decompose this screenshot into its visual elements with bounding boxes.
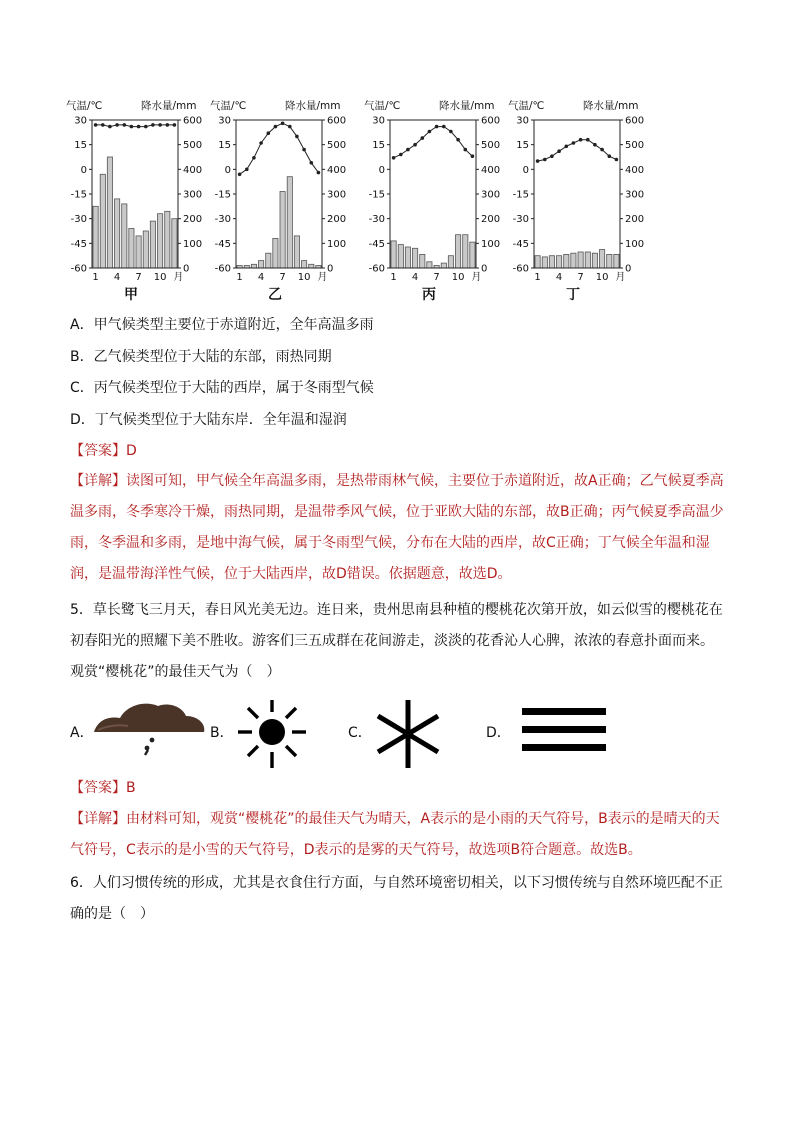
- x-tick-label: 月: [317, 272, 328, 283]
- temp-point: [317, 171, 321, 175]
- x-tick-label: 7: [577, 272, 584, 283]
- temp-tick-label: -30: [512, 214, 529, 226]
- temp-point: [302, 148, 306, 152]
- temp-tick-label: 30: [74, 115, 87, 127]
- temp-point: [245, 168, 249, 172]
- precip-bar: [463, 235, 468, 268]
- precip-bar: [542, 257, 547, 268]
- temp-line: [240, 123, 319, 174]
- precip-bar: [571, 253, 576, 268]
- precip-bar: [607, 254, 612, 268]
- x-tick-label: 1: [534, 272, 541, 283]
- precip-bar: [585, 252, 590, 268]
- temp-line: [96, 125, 175, 127]
- detail-text: 由材料可知，观赏“樱桃花”的最佳天气为晴天，A表示的是小雨的天气符号，B表示的是晴天的天气符号，C表示的是小雪的天气符号，D表示的是雾的天气符号，故选项B符合题意。故选B。: [70, 811, 720, 858]
- precip-bar: [413, 248, 418, 268]
- x-tick-label: 10: [153, 272, 167, 283]
- temp-tick-label: 0: [80, 164, 87, 176]
- temp-tick-label: -15: [368, 189, 385, 201]
- detail-tag: 【详解】: [70, 473, 126, 489]
- temp-point: [435, 125, 439, 129]
- temp-point: [557, 149, 561, 153]
- x-tick-label: 10: [595, 272, 609, 283]
- plot-frame: [534, 120, 620, 268]
- chart-title: 丙: [422, 287, 436, 303]
- temp-point: [406, 148, 410, 152]
- precip-tick-label: 0: [481, 263, 488, 275]
- x-tick-label: 月: [615, 272, 626, 283]
- temp-point: [274, 125, 278, 129]
- chart-svg: [60, 94, 210, 284]
- x-tick-label: 月: [471, 272, 482, 283]
- precip-tick-label: 400: [625, 164, 645, 176]
- temp-point: [392, 156, 396, 160]
- precip-bar: [470, 242, 475, 268]
- x-tick-label: 4: [257, 272, 265, 283]
- temp-point: [173, 123, 177, 127]
- answer-value: B: [126, 780, 136, 796]
- temp-axis-label: 气温/℃: [508, 100, 545, 112]
- temp-point: [608, 154, 612, 158]
- temp-point: [281, 122, 285, 126]
- x-tick-label: 4: [411, 272, 419, 283]
- temp-point: [456, 138, 460, 142]
- temp-point: [166, 123, 170, 127]
- precip-tick-label: 300: [625, 189, 645, 201]
- precip-axis-label: 降水量/mm: [439, 100, 495, 112]
- x-tick-label: 7: [135, 272, 142, 283]
- precip-bar: [273, 238, 278, 268]
- temp-point: [158, 123, 162, 127]
- q4-option-b: B．乙气候类型位于大陆的东部，雨热同期: [70, 349, 332, 365]
- x-tick-label: 1: [390, 272, 397, 283]
- precip-tick-label: 600: [183, 115, 203, 127]
- precip-bar: [129, 229, 134, 269]
- q5-stem: 5．草长鹭飞三月天，春日风光美无边。连日来，贵州思南县种植的樱桃花次第开放，如云似雪的樱桃花在初春阳光的照耀下美不胜收。游客们三五成群在花间游走，淡淡的花香沁人心脾，浓浓的春意扑面而来。观赏“樱桃花”的最佳天气为（ ）: [70, 602, 723, 680]
- temp-point: [101, 123, 105, 127]
- temp-point: [586, 138, 590, 142]
- precip-tick-label: 100: [481, 238, 501, 250]
- sunny-icon: [234, 700, 310, 772]
- precip-tick-label: 100: [183, 238, 203, 250]
- x-tick-label: 4: [113, 272, 121, 283]
- precip-bar: [280, 192, 285, 269]
- temp-point: [288, 125, 292, 129]
- temp-tick-label: 30: [516, 115, 529, 127]
- x-tick-label: 10: [297, 272, 311, 283]
- precip-bar: [251, 264, 256, 268]
- precip-bar: [165, 211, 170, 268]
- precip-bar: [592, 253, 597, 268]
- precip-bar: [420, 254, 425, 268]
- climate-chart-jia: [60, 94, 203, 306]
- temp-tick-label: -45: [214, 238, 231, 250]
- precip-bar: [158, 214, 163, 268]
- temp-point: [94, 123, 98, 127]
- q4-option-d: D．丁气候类型位于大陆东岸．全年温和湿润: [70, 412, 347, 428]
- temp-axis-label: 气温/℃: [364, 100, 401, 112]
- temp-tick-label: -30: [368, 214, 385, 226]
- climate-chart-ding: [502, 94, 645, 306]
- precip-axis-label: 降水量/mm: [285, 100, 341, 112]
- q4-answer: [70, 441, 137, 461]
- precip-bar: [122, 204, 127, 268]
- x-tick-label: 1: [92, 272, 99, 283]
- temp-point: [137, 125, 141, 129]
- temp-tick-label: 15: [372, 140, 385, 152]
- plot-frame: [236, 120, 322, 268]
- precip-bar: [456, 235, 461, 268]
- precip-tick-label: 300: [481, 189, 501, 201]
- chart-title: 甲: [124, 287, 138, 303]
- precip-bar: [136, 236, 141, 268]
- climate-chart-bing: [358, 94, 501, 306]
- precip-bar: [93, 206, 98, 268]
- precip-tick-label: 0: [183, 263, 190, 275]
- temp-point: [259, 141, 263, 145]
- x-tick-label: 10: [451, 272, 465, 283]
- x-tick-label: 7: [279, 272, 286, 283]
- chart-svg: [204, 94, 354, 284]
- q6-stem: 6．人们习惯传统的形成，尤其是衣食住行方面，与自然环境密切相关，以下习惯传统与自然环境匹配不正确的是（ ）: [70, 875, 723, 922]
- precip-tick-label: 500: [625, 140, 645, 152]
- precip-tick-label: 400: [183, 164, 203, 176]
- fog-icon: [522, 706, 608, 754]
- x-tick-label: 4: [555, 272, 563, 283]
- answer-tag: 【答案】: [70, 780, 126, 796]
- temp-tick-label: 0: [224, 164, 231, 176]
- precip-bar: [578, 252, 583, 268]
- precip-tick-label: 400: [481, 164, 501, 176]
- light-snow-icon: [370, 700, 446, 770]
- q5-detail: [70, 804, 724, 866]
- temp-point: [421, 136, 425, 140]
- temp-point: [130, 125, 134, 129]
- temp-tick-label: 15: [218, 140, 231, 152]
- temp-point: [536, 159, 540, 163]
- answer-tag: 【答案】: [70, 443, 126, 459]
- temp-line: [538, 140, 617, 161]
- detail-tag: 【详解】: [70, 811, 126, 827]
- precip-bar: [448, 256, 453, 268]
- temp-point: [593, 143, 597, 147]
- temp-point: [579, 138, 583, 142]
- precip-bar: [398, 245, 403, 268]
- temp-tick-label: 0: [522, 164, 529, 176]
- precip-tick-label: 100: [625, 238, 645, 250]
- precip-bar: [614, 254, 619, 268]
- precip-bar: [535, 256, 540, 268]
- precip-tick-label: 200: [327, 214, 347, 226]
- q5-option-d-label: D．: [486, 725, 511, 741]
- temp-tick-label: 15: [516, 140, 529, 152]
- precip-tick-label: 500: [183, 140, 203, 152]
- precip-bar: [309, 264, 314, 268]
- temp-tick-label: -45: [512, 238, 529, 250]
- temp-point: [572, 141, 576, 145]
- chart-title: 乙: [268, 287, 282, 303]
- precip-tick-label: 0: [327, 263, 334, 275]
- temp-tick-label: -30: [214, 214, 231, 226]
- temp-point: [108, 125, 112, 129]
- precip-tick-label: 600: [327, 115, 347, 127]
- temp-tick-label: 30: [372, 115, 385, 127]
- temp-point: [413, 143, 417, 147]
- answer-value: D: [126, 443, 137, 459]
- precip-bar: [427, 262, 432, 268]
- temp-point: [464, 148, 468, 152]
- precip-bar: [115, 199, 120, 268]
- precip-axis-label: 降水量/mm: [141, 100, 197, 112]
- climate-charts: [60, 94, 645, 306]
- temp-tick-label: -60: [214, 263, 231, 275]
- temp-point: [295, 135, 299, 139]
- temp-point: [428, 130, 432, 134]
- temp-point: [600, 148, 604, 152]
- precip-tick-label: 600: [625, 115, 645, 127]
- q4-option-c: C．丙气候类型位于大陆的西岸，属于冬雨型气候: [70, 380, 374, 396]
- temp-tick-label: -60: [512, 263, 529, 275]
- precip-tick-label: 100: [327, 238, 347, 250]
- q5-answer: [70, 778, 136, 798]
- chart-svg: [358, 94, 508, 284]
- temp-tick-label: -15: [70, 189, 87, 201]
- temp-point: [310, 161, 314, 165]
- precip-bar: [557, 256, 562, 268]
- temp-point: [252, 156, 256, 160]
- temp-tick-label: 30: [218, 115, 231, 127]
- precip-bar: [100, 174, 105, 268]
- temp-point: [115, 123, 119, 127]
- detail-text: 读图可知，甲气候全年高温多雨，是热带雨林气候，主要位于赤道附近，故A正确；乙气候夏季高温多雨，冬季寒冷干燥，雨热同期，是温带季风气候，位于亚欧大陆的东部，故B正确；丙气候夏季高温少雨，冬季温和多雨，是地中海气候，属于冬雨型气候，分布在大陆的西岸，故C正确；丁气候全年温和湿润，是温带海洋性气候，位于大陆西岸，故D错误。依据题意，故选D。: [70, 473, 724, 582]
- temp-axis-label: 气温/℃: [66, 100, 103, 112]
- chart-title: 丁: [566, 287, 580, 303]
- temp-point: [399, 153, 403, 157]
- temp-point: [151, 123, 155, 127]
- precip-bar: [441, 263, 446, 268]
- temp-point: [123, 123, 127, 127]
- precip-tick-label: 200: [625, 214, 645, 226]
- precip-bar: [294, 236, 299, 268]
- precip-bar: [259, 261, 264, 268]
- q4-option-a: A．甲气候类型主要位于赤道附近，全年高温多雨: [70, 317, 374, 333]
- precip-bar: [302, 261, 307, 268]
- precip-tick-label: 300: [327, 189, 347, 201]
- temp-tick-label: -15: [512, 189, 529, 201]
- precip-bar: [391, 241, 396, 268]
- temp-point: [449, 130, 453, 134]
- temp-axis-label: 气温/℃: [210, 100, 247, 112]
- precip-tick-label: 0: [625, 263, 632, 275]
- q5-options: [70, 700, 670, 770]
- precip-bar: [287, 177, 292, 268]
- precip-bar: [564, 254, 569, 268]
- x-tick-label: 月: [173, 272, 184, 283]
- temp-point: [471, 154, 475, 158]
- temp-tick-label: 15: [74, 140, 87, 152]
- precip-bar: [549, 256, 554, 268]
- temp-point: [442, 125, 446, 129]
- precip-bar: [405, 247, 410, 268]
- precip-tick-label: 500: [327, 140, 347, 152]
- temp-point: [238, 173, 242, 177]
- temp-tick-label: -30: [70, 214, 87, 226]
- precip-bar: [150, 221, 155, 268]
- temp-point: [144, 125, 148, 129]
- x-tick-label: 1: [236, 272, 243, 283]
- precip-tick-label: 500: [481, 140, 501, 152]
- temp-point: [543, 158, 547, 162]
- chart-svg: [502, 94, 652, 284]
- precip-tick-label: 600: [481, 115, 501, 127]
- x-tick-label: 7: [433, 272, 440, 283]
- temp-tick-label: -45: [368, 238, 385, 250]
- temp-point: [615, 158, 619, 162]
- precip-bar: [172, 219, 177, 268]
- precip-bar: [266, 253, 271, 268]
- temp-tick-label: 0: [378, 164, 385, 176]
- temp-point: [550, 154, 554, 158]
- q5-option-a-label: A．: [70, 725, 94, 741]
- temp-point: [565, 145, 569, 149]
- light-rain-icon: [92, 700, 208, 756]
- precip-tick-label: 200: [183, 214, 203, 226]
- temp-tick-label: -45: [70, 238, 87, 250]
- precip-tick-label: 200: [481, 214, 501, 226]
- precip-axis-label: 降水量/mm: [583, 100, 639, 112]
- climate-chart-yi: [204, 94, 347, 306]
- q5-option-c-label: C．: [348, 725, 372, 741]
- temp-tick-label: -60: [368, 263, 385, 275]
- q5-option-b-label: B．: [210, 725, 234, 741]
- temp-tick-label: -60: [70, 263, 87, 275]
- precip-bar: [143, 231, 148, 268]
- precip-bar: [107, 157, 112, 268]
- temp-point: [267, 131, 271, 135]
- temp-line: [394, 127, 473, 158]
- precip-bar: [600, 250, 605, 269]
- precip-tick-label: 300: [183, 189, 203, 201]
- precip-tick-label: 400: [327, 164, 347, 176]
- temp-tick-label: -15: [214, 189, 231, 201]
- q4-detail: [70, 466, 724, 590]
